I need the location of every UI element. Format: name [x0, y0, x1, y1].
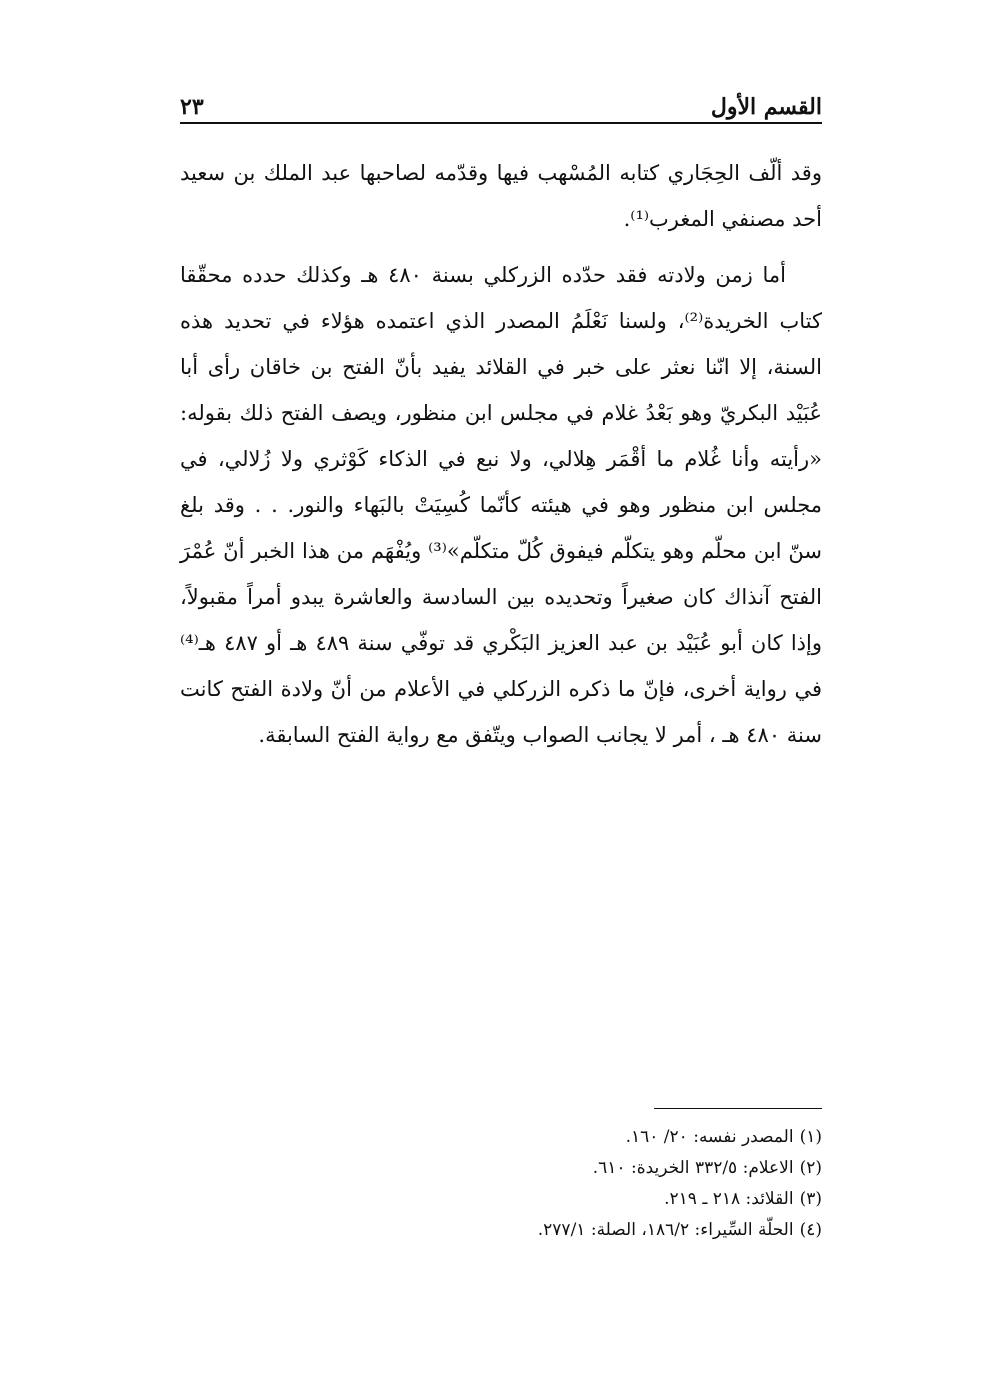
footnote-4 — [360, 1215, 822, 1246]
footnote-1 — [360, 1122, 822, 1153]
footnote-text: الاعلام: ٣٣٢/٥ الخريدة: ٦١٠. — [592, 1158, 794, 1178]
header-rule — [180, 122, 822, 124]
footnote-text: المصدر نفسه: ٢٠/ ١٦٠. — [625, 1127, 794, 1147]
footnote-text: القلائد: ٢١٨ ـ ٢١٩. — [664, 1189, 794, 1209]
footnote-text: الحلّة السِّيراء: ١٨٦/٢، الصلة: ٢٧٧/١. — [537, 1220, 794, 1240]
page-number: ٢٣ — [180, 94, 204, 120]
footnotes — [360, 1122, 822, 1246]
paragraph-1: وقد ألّف الحِجَاري كتابه المُسْهب فيها وقدّمه لصاحبها عبد الملك بن سعيد أحد مصنفي المغرب⁽¹⁾. — [180, 161, 822, 231]
main-text — [180, 150, 822, 758]
footnote-3 — [360, 1184, 822, 1215]
footnote-2 — [360, 1153, 822, 1184]
running-header — [180, 84, 822, 120]
footnote-number: (٤) — [799, 1220, 822, 1240]
footnote-number: (٣) — [799, 1189, 822, 1209]
section-title: القسم الأول — [710, 94, 822, 120]
footnote-number: (٢) — [799, 1158, 822, 1178]
footnote-number: (١) — [799, 1127, 822, 1147]
paragraph-2: أما زمن ولادته فقد حدّده الزركلي بسنة ٤٨٠ هـ وكذلك حدده محقّقا كتاب الخريدة⁽²⁾، ولسنا نَعْلَمُ المصدر الذي اعتمده هؤلاء في تحديد هذه السنة، إلا انّنا نعثر على خبر في القلائد يفيد بأنّ الفتح بن خاقان رأى أبا عُبَيْد البكريّ وهو بَعْدُ غلام في مجلس ابن منظور، ويصف الفتح ذلك بقوله: «رأيته وأنا غُلام ما أقْمَر هِلالي، ولا نبع في الذكاء كَوْثري ولا زُلالي، في مجلس ابن منظور وهو في هيئته كأنّما كُسِيَتْ بالبَهاء والنور. . . وقد بلغ سنّ ابن محلّم وهو يتكلّم فيفوق كُلّ متكلّم»⁽³⁾ ويُفْهَم من هذا الخبر أنّ عُمْرَ الفتح آنذاك كان صغيراً وتحديده بين السادسة والعاشرة يبدو أمراً مقبولاً، وإذا كان أبو عُبَيْد بن عبد العزيز البَكْري قد توفّي سنة ٤٨٩ هـ أو ٤٨٧ هـ⁽⁴⁾ في رواية أخرى، فإنّ ما ذكره الزركلي في الأعلام من أنّ ولادة الفتح كانت سنة ٤٨٠ هـ ، أمر لا يجانب الصواب ويتّفق مع رواية الفتح السابقة. — [180, 263, 823, 747]
footnote-rule — [654, 1108, 822, 1109]
